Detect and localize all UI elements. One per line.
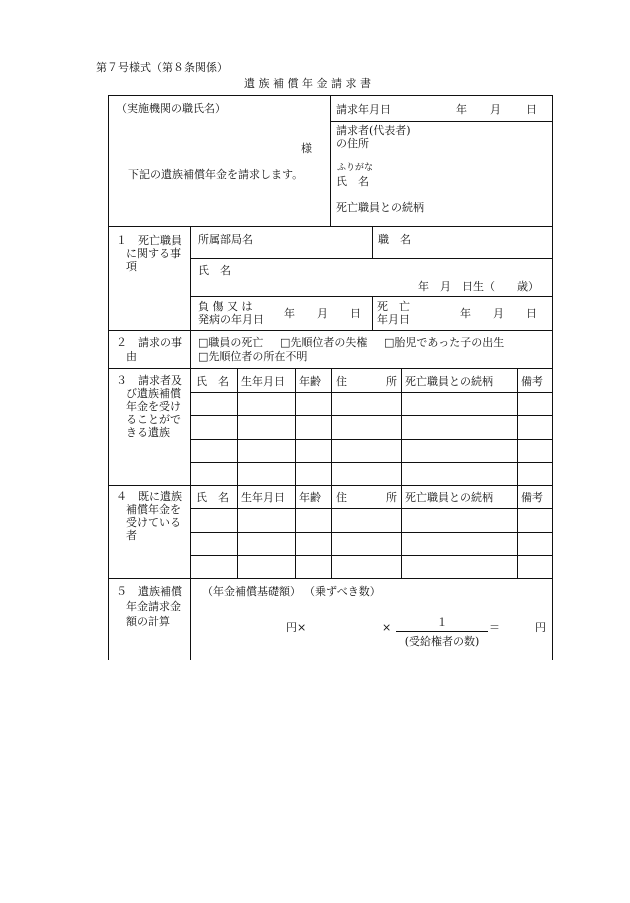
request-day: 日 [526,103,537,116]
reason-checkbox-death[interactable]: □職員の死亡 [198,336,264,349]
base-amount-label: （年金補償基礎額） [202,585,301,598]
claimant-label: 請求者(代表者) [336,124,411,137]
s3-col-address-1: 住 [336,375,347,388]
reason-checkbox-birth[interactable]: □胎児であった子の出生 [384,336,505,349]
post-label: 職 名 [378,233,411,246]
deceased-name-label: 氏 名 [198,264,231,277]
claimant-name-label: 氏 名 [336,175,369,188]
result-yen: 円 [535,621,546,634]
s4-col-name: 氏 名 [196,491,229,504]
dept-label: 所属部局名 [198,233,253,246]
s3-col-name: 氏 名 [196,375,229,388]
fraction-denominator: (受給権者の数) [404,635,480,648]
reason-checkbox-forfeit[interactable]: □先順位者の失権 [280,336,368,349]
s4-col-relation: 死亡職員との続柄 [405,491,493,504]
page-title: 遺 族 補 償 年 金 請 求 書 [244,77,371,90]
form-number: 第７号様式（第８条関係） [96,61,228,74]
s4-col-address-1: 住 [336,491,347,504]
relation-label: 死亡職員との続柄 [336,201,424,214]
times-sign: × [382,621,392,634]
s4-col-remarks: 備考 [521,491,543,504]
death-date: 年 月 日 [460,307,537,320]
s2-label-2: 由 [126,350,137,363]
s4-label-3: 受けている [126,516,181,529]
sama-label: 様 [301,142,312,155]
factor-label: （乗ずべき数） [304,585,381,598]
s1-label-1: １ 死亡職員 [116,234,182,247]
s1-label-3: 項 [126,260,137,273]
furigana-label: ふりがな [337,163,374,173]
fraction-numerator: １ [396,614,488,632]
s4-col-birthdate: 生年月日 [241,491,285,504]
s3-col-address-2: 所 [386,375,397,388]
beneficiary-fraction [396,614,488,649]
s4-label-4: 者 [126,529,137,542]
injury-date: 年 月 日 [284,307,361,320]
s1-label-2: に関する事 [126,247,181,260]
death-label-1: 死 亡 [377,300,410,313]
injury-label-2: 発病の年月日 [198,313,264,326]
request-month: 月 [490,103,501,116]
s5-label-3: 額の計算 [126,615,170,628]
s3-col-remarks: 備考 [521,375,543,388]
s4-col-age: 年齢 [299,491,321,504]
death-label-2: 年月日 [377,313,410,326]
s3-label-4: ることがで [126,413,181,426]
claimant-address-label: の住所 [336,137,369,150]
equals-sign: ＝ [489,621,500,634]
s2-label-1: ２ 請求の事 [116,336,182,349]
request-date-label: 請求年月日 [336,103,391,116]
request-text: 下記の遺族補償年金を請求します。 [128,168,304,181]
reason-checkbox-missing[interactable]: □先順位者の所在不明 [198,350,308,363]
birth-date-label: 年 月 日生（ 歳） [418,280,539,293]
s3-label-1: ３ 請求者及 [116,374,182,387]
yen-times: 円× [286,621,307,634]
s4-col-address-2: 所 [386,491,397,504]
s3-label-3: 年金を受け [126,400,181,413]
s3-col-birthdate: 生年月日 [241,375,285,388]
s3-col-relation: 死亡職員との続柄 [405,375,493,388]
agency-label: （実施機関の職氏名） [116,102,226,115]
s3-label-2: び遺族補償 [126,387,181,400]
injury-label-1: 負 傷 又 は [198,300,253,313]
s3-label-5: きる遺族 [126,426,170,439]
s4-label-2: 補償年金を [126,503,181,516]
s3-col-age: 年齢 [299,375,321,388]
request-year: 年 [456,103,467,116]
s5-label-1: ５ 遺族補償 [116,585,182,598]
s4-label-1: ４ 既に遺族 [116,490,182,503]
s5-label-2: 年金請求金 [126,600,181,613]
